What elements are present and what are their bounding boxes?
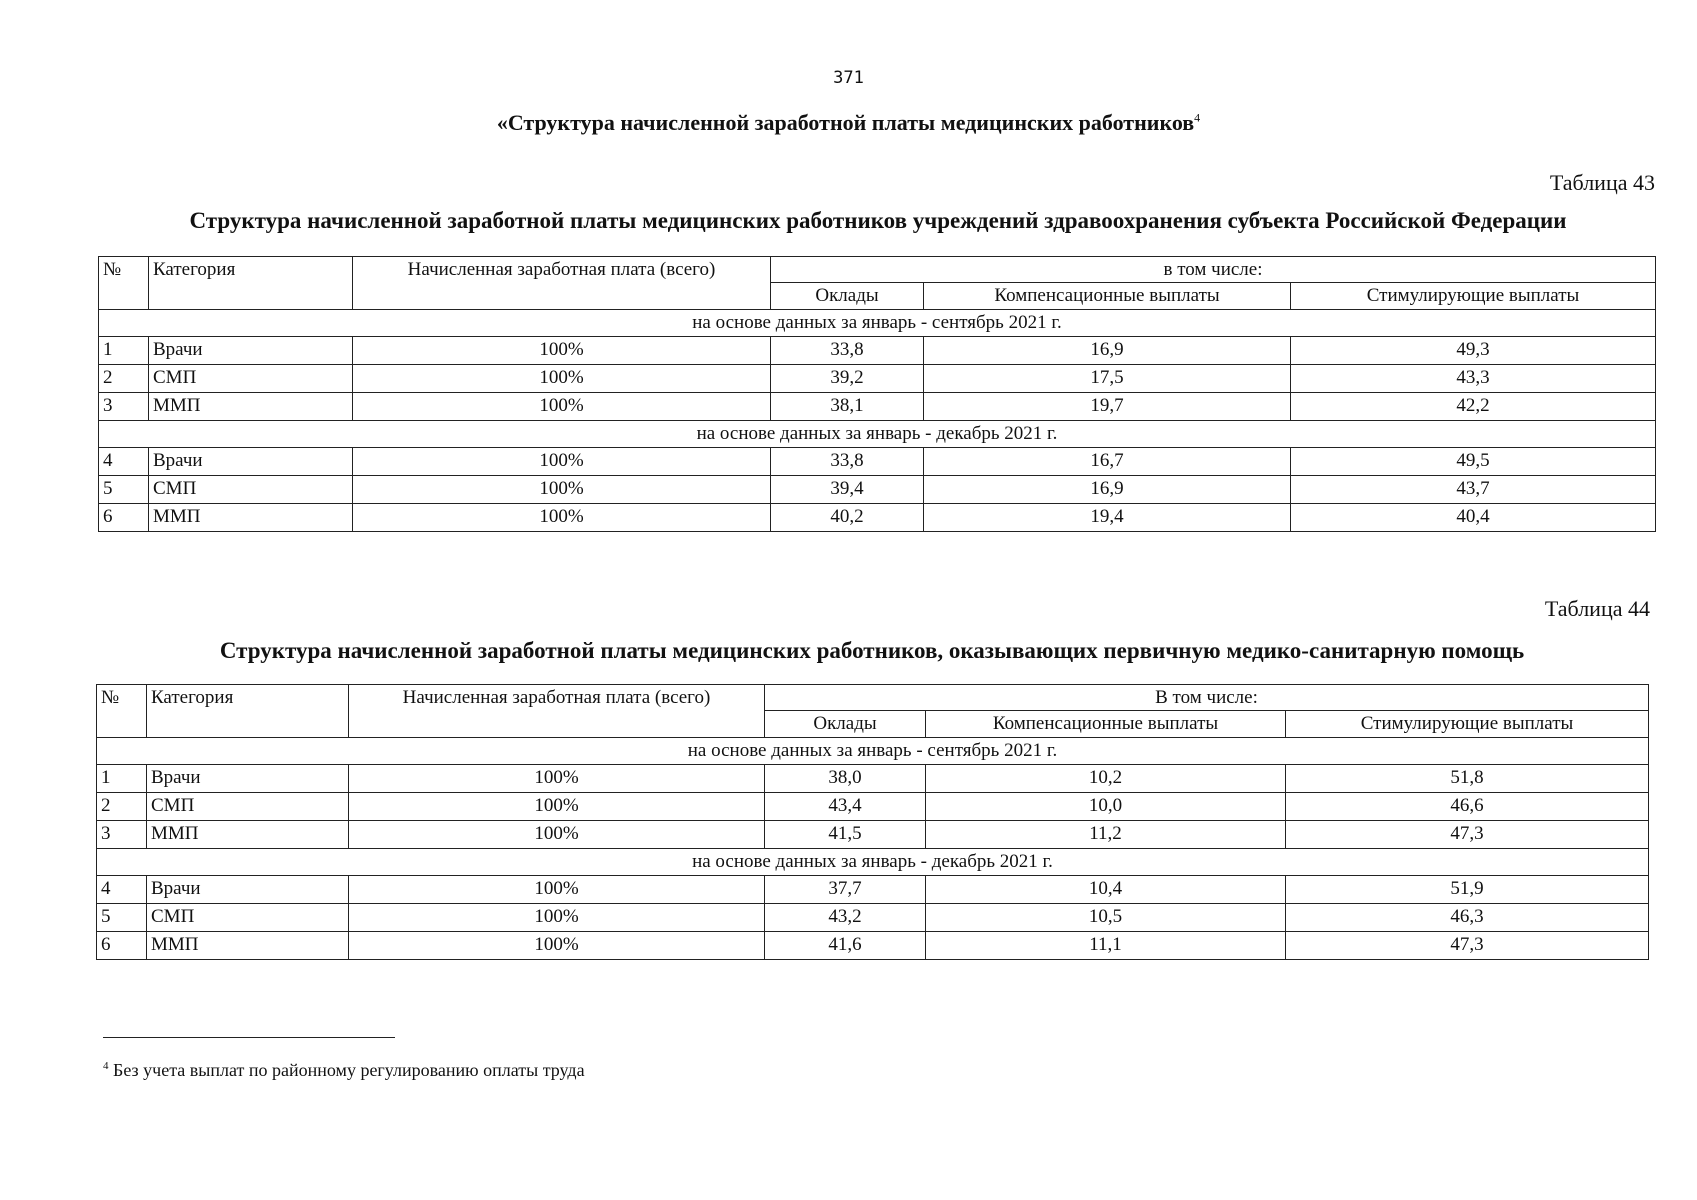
row-total: 100% [353, 504, 771, 532]
table-row [99, 476, 1656, 504]
row-incentive: 49,5 [1291, 448, 1656, 476]
row-total: 100% [353, 393, 771, 421]
header-category: Категория [149, 257, 353, 310]
row-compensation: 16,9 [924, 337, 1291, 365]
row-compensation: 11,1 [926, 932, 1286, 960]
row-incentive: 49,3 [1291, 337, 1656, 365]
row-compensation: 10,4 [926, 876, 1286, 904]
row-num: 3 [99, 393, 149, 421]
header-salaries: Оклады [765, 711, 926, 738]
row-incentive: 47,3 [1286, 821, 1649, 849]
row-num: 2 [99, 365, 149, 393]
row-incentive: 46,6 [1286, 793, 1649, 821]
row-incentive: 51,8 [1286, 765, 1649, 793]
main-title [0, 110, 1697, 136]
table-44 [96, 684, 1649, 960]
row-salaries: 37,7 [765, 876, 926, 904]
row-incentive: 51,9 [1286, 876, 1649, 904]
row-salaries: 38,1 [771, 393, 924, 421]
row-incentive: 43,7 [1291, 476, 1656, 504]
row-compensation: 16,7 [924, 448, 1291, 476]
row-total: 100% [349, 821, 765, 849]
row-salaries: 43,2 [765, 904, 926, 932]
row-category: СМП [147, 793, 349, 821]
row-compensation: 17,5 [924, 365, 1291, 393]
row-salaries: 40,2 [771, 504, 924, 532]
table-43-number: Таблица 43 [1549, 170, 1655, 195]
table-row [99, 393, 1656, 421]
table-row [97, 793, 1649, 821]
header-total: Начисленная заработная плата (всего) [349, 685, 765, 738]
row-incentive: 40,4 [1291, 504, 1656, 532]
row-salaries: 33,8 [771, 337, 924, 365]
table-row [99, 504, 1656, 532]
period-label: на основе данных за январь - декабрь 2021 г. [99, 421, 1656, 448]
row-salaries: 39,4 [771, 476, 924, 504]
row-category: Врачи [149, 337, 353, 365]
table-44-number: Таблица 44 [1544, 596, 1650, 621]
header-salaries: Оклады [771, 283, 924, 310]
row-num: 5 [99, 476, 149, 504]
row-salaries: 33,8 [771, 448, 924, 476]
table-row [99, 365, 1656, 393]
footnote-marker: 4 [103, 1060, 109, 1072]
row-num: 4 [97, 876, 147, 904]
table-row [97, 765, 1649, 793]
row-incentive: 42,2 [1291, 393, 1656, 421]
row-salaries: 41,6 [765, 932, 926, 960]
header-num: № [97, 685, 147, 738]
row-category: Врачи [147, 876, 349, 904]
header-incentive: Стимулирующие выплаты [1291, 283, 1656, 310]
row-num: 6 [97, 932, 147, 960]
row-compensation: 16,9 [924, 476, 1291, 504]
header-incentive: Стимулирующие выплаты [1286, 711, 1649, 738]
row-total: 100% [349, 765, 765, 793]
table-44-title: Структура начисленной заработной платы медицинских работников, оказывающих первичную медико-санитарную помощь [219, 638, 1525, 663]
period-label: на основе данных за январь - сентябрь 2021 г. [97, 738, 1649, 765]
header-num: № [99, 257, 149, 310]
row-category: СМП [147, 904, 349, 932]
row-total: 100% [353, 365, 771, 393]
row-total: 100% [353, 476, 771, 504]
row-category: СМП [149, 476, 353, 504]
row-salaries: 43,4 [765, 793, 926, 821]
row-compensation: 10,0 [926, 793, 1286, 821]
row-incentive: 47,3 [1286, 932, 1649, 960]
row-salaries: 39,2 [771, 365, 924, 393]
row-incentive: 46,3 [1286, 904, 1649, 932]
table-row [97, 821, 1649, 849]
row-total: 100% [349, 793, 765, 821]
row-compensation: 11,2 [926, 821, 1286, 849]
row-total: 100% [349, 932, 765, 960]
main-title-text: «Структура начисленной заработной платы медицинских работников [496, 110, 1195, 135]
header-category: Категория [147, 685, 349, 738]
row-compensation: 10,5 [926, 904, 1286, 932]
row-num: 1 [97, 765, 147, 793]
footnote [103, 1060, 585, 1081]
row-category: ММП [149, 393, 353, 421]
row-compensation: 19,4 [924, 504, 1291, 532]
period-label: на основе данных за январь - декабрь 2021 г. [97, 849, 1649, 876]
period-label: на основе данных за январь - сентябрь 2021 г. [99, 310, 1656, 337]
header-compensation: Компенсационные выплаты [924, 283, 1291, 310]
row-incentive: 43,3 [1291, 365, 1656, 393]
header-including: В том числе: [765, 685, 1649, 711]
row-num: 3 [97, 821, 147, 849]
header-total: Начисленная заработная плата (всего) [353, 257, 771, 310]
table-43 [98, 256, 1656, 532]
table-43-title: Структура начисленной заработной платы медицинских работников учреждений здравоохранения субъекта Российской Федерации [189, 208, 1567, 233]
table-row [97, 932, 1649, 960]
row-num: 1 [99, 337, 149, 365]
table-row [99, 337, 1656, 365]
row-compensation: 19,7 [924, 393, 1291, 421]
row-compensation: 10,2 [926, 765, 1286, 793]
header-including: в том числе: [771, 257, 1656, 283]
row-category: ММП [147, 932, 349, 960]
row-total: 100% [349, 876, 765, 904]
row-category: СМП [149, 365, 353, 393]
row-category: Врачи [149, 448, 353, 476]
row-category: ММП [149, 504, 353, 532]
row-total: 100% [353, 337, 771, 365]
header-compensation: Компенсационные выплаты [926, 711, 1286, 738]
page-number: 371 [833, 68, 864, 88]
table-row [99, 448, 1656, 476]
footnote-ref: 4 [1194, 110, 1201, 125]
row-num: 5 [97, 904, 147, 932]
table-row [97, 876, 1649, 904]
footnote-text: Без учета выплат по районному регулированию оплаты труда [108, 1060, 585, 1080]
row-num: 2 [97, 793, 147, 821]
row-salaries: 41,5 [765, 821, 926, 849]
footnote-divider [103, 1037, 395, 1038]
row-num: 6 [99, 504, 149, 532]
row-total: 100% [349, 904, 765, 932]
row-salaries: 38,0 [765, 765, 926, 793]
table-row [97, 904, 1649, 932]
row-num: 4 [99, 448, 149, 476]
row-category: ММП [147, 821, 349, 849]
row-total: 100% [353, 448, 771, 476]
row-category: Врачи [147, 765, 349, 793]
